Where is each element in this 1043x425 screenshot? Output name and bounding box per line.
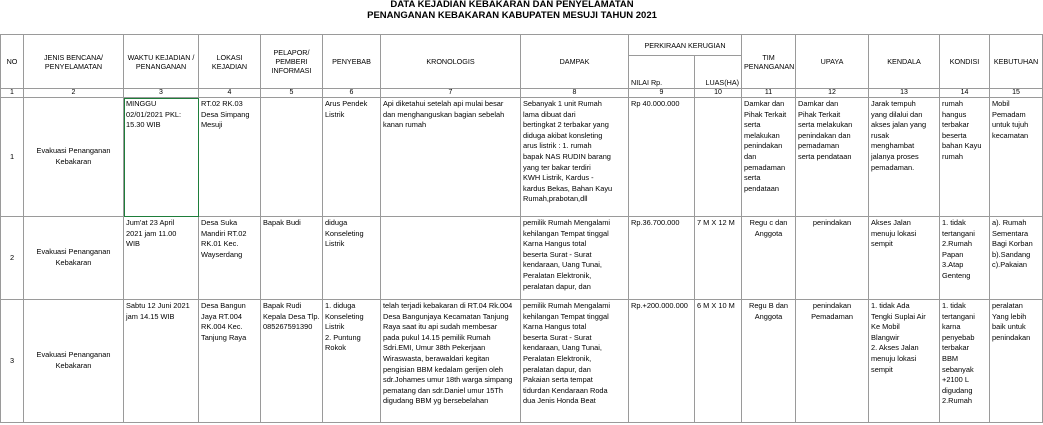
col-number: 11 xyxy=(742,89,796,98)
table-row xyxy=(1,217,1043,300)
col-number: 2 xyxy=(24,89,124,98)
cell-waktu-selected[interactable]: MINGGU 02/01/2021 PKL: 15.30 WIB xyxy=(124,98,199,217)
cell-kondisi[interactable]: 1. tidak tertangani karna penyebab terbakar BBM sebanyak +2100 L digudang 2.Rumah xyxy=(940,300,990,423)
cell-kondisi[interactable]: 1. tidak tertangani 2.Rumah Papan 3.Atap Genteng xyxy=(940,217,990,300)
cell-no[interactable]: 3 xyxy=(1,300,24,423)
header-luas: LUAS(HA) xyxy=(695,56,742,89)
table-row xyxy=(1,98,1043,217)
col-number: 8 xyxy=(521,89,629,98)
cell-nilai[interactable]: Rp.36.700.000 xyxy=(629,217,695,300)
header-lokasi: LOKASI KEJADIAN xyxy=(199,35,261,89)
cell-dampak[interactable]: pemilik Rumah Mengalami kehilangan Tempat tinggal Karna Hangus total beserta Surat - Surat kendaraan, Uang Tunai, Peralatan Elektronik, peralatan dapur, dan xyxy=(521,217,629,300)
cell-jenis[interactable]: Evakuasi Penanganan Kebakaran xyxy=(24,217,124,300)
header-kendala: KENDALA xyxy=(869,35,940,89)
col-number: 14 xyxy=(940,89,990,98)
cell-waktu[interactable]: Jum'at 23 April 2021 jam 11.00 WIB xyxy=(124,217,199,300)
header-dampak: DAMPAK xyxy=(521,35,629,89)
cell-tim[interactable]: Regu c dan Anggota xyxy=(742,217,796,300)
cell-waktu[interactable]: Sabtu 12 Juni 2021 jam 14.15 WIB xyxy=(124,300,199,423)
cell-penyebab[interactable]: Arus Pendek Listrik xyxy=(323,98,381,217)
cell-tim[interactable]: Regu B dan Anggota xyxy=(742,300,796,423)
cell-kebutuhan[interactable]: a). Rumah Sementara Bagi Korban b).Sandang c).Pakaian xyxy=(990,217,1043,300)
cell-pelapor[interactable] xyxy=(261,98,323,217)
col-number: 7 xyxy=(381,89,521,98)
col-number: 3 xyxy=(124,89,199,98)
col-number: 10 xyxy=(695,89,742,98)
cell-kronologis[interactable]: telah terjadi kebakaran di RT.04 Rk.004 Desa Bangunjaya Kecamatan Tanjung Raya saat itu api sudah membesar pada pukul 14.15 pemilik Rumah Sdri.EMI, Umur 38th Pekerjaan Wiraswasta, berawaldari kegitan pengisian BBM kedalam gerijen oleh sdr.Johames umur 18th warga simpang pematang dan sdr.Daniel umur 15Th digudang BBM yg bersebelahan xyxy=(381,300,521,423)
cell-luas[interactable]: 6 M X 10 M xyxy=(695,300,742,423)
cell-lokasi[interactable]: RT.02 RK.03 Desa Simpang Mesuji xyxy=(199,98,261,217)
cell-upaya[interactable]: penindakan xyxy=(796,217,869,300)
header-pelapor: PELAPOR/ PEMBERI INFORMASI xyxy=(261,35,323,89)
header-kebutuhan: KEBUTUHAN xyxy=(990,35,1043,89)
cell-lokasi[interactable]: Desa Suka Mandiri RT.02 RK.01 Kec. Wayserdang xyxy=(199,217,261,300)
cell-kendala[interactable]: Jarak tempuh yang dilalui dan akses jalan yang rusak menghambat jalanya proses pemadaman. xyxy=(869,98,940,217)
cell-kronologis[interactable]: Api diketahui setelah api mulai besar dan menghanguskan bagian sebelah kanan rumah xyxy=(381,98,521,217)
cell-penyebab[interactable]: diduga Konseleting Listrik xyxy=(323,217,381,300)
cell-luas[interactable] xyxy=(695,98,742,217)
cell-nilai[interactable]: Rp.+200.000.000 xyxy=(629,300,695,423)
report-title-line1: DATA KEJADIAN KEBAKARAN DAN PENYELAMATAN xyxy=(390,0,634,10)
cell-dampak[interactable]: pemilik Rumah Mengalami kehilangan Tempat tinggal Karna Hangus total beserta Surat - Surat kendaraan, Uang Tunai, Peralatan Elektronik, peralatan dapur, dan Pakaian serta tempat tidurdan Kendaraan Roda dua Jenis Honda Beat xyxy=(521,300,629,423)
cell-jenis[interactable]: Evakuasi Penanganan Kebakaran xyxy=(24,300,124,423)
cell-kebutuhan[interactable]: Mobil Pemadam untuk tujuh kecamatan xyxy=(990,98,1043,217)
cell-upaya[interactable]: penindakan Pemadaman xyxy=(796,300,869,423)
col-number: 9 xyxy=(629,89,695,98)
col-number: 1 xyxy=(1,89,24,98)
header-perkiraan-kerugian: PERKIRAAN KERUGIAN xyxy=(629,35,742,56)
cell-no[interactable]: 2 xyxy=(1,217,24,300)
cell-pelapor[interactable]: Bapak Rudi Kepala Desa Tlp. 085267591390 xyxy=(261,300,323,423)
cell-kendala[interactable]: Akses Jalan menuju lokasi sempit xyxy=(869,217,940,300)
cell-luas[interactable]: 7 M X 12 M xyxy=(695,217,742,300)
fire-incident-table xyxy=(0,34,1043,423)
header-waktu: WAKTU KEJADIAN / PENANGANAN xyxy=(124,35,199,89)
report-title-line2: PENANGANAN KEBAKARAN KABUPATEN MESUJI TAHUN 2021 xyxy=(367,10,657,21)
header-penyebab: PENYEBAB xyxy=(323,35,381,89)
cell-nilai[interactable]: Rp 40.000.000 xyxy=(629,98,695,217)
header-nilai: NILAI Rp. xyxy=(629,56,695,89)
cell-jenis[interactable]: Evakuasi Penanganan Kebakaran xyxy=(24,98,124,217)
cell-pelapor[interactable]: Bapak Budi xyxy=(261,217,323,300)
header-tim: TIM PENANGANAN xyxy=(742,35,796,89)
cell-kendala[interactable]: 1. tidak Ada Tengki Suplai Air Ke Mobil Blangwir 2. Akses Jalan menuju lokasi sempit xyxy=(869,300,940,423)
cell-penyebab[interactable]: 1. diduga Konseleting Listrik 2. Puntung Rokok xyxy=(323,300,381,423)
cell-lokasi[interactable]: Desa Bangun Jaya RT.004 RK.004 Kec. Tanjung Raya xyxy=(199,300,261,423)
cell-kebutuhan[interactable]: peralatan Yang lebih baik untuk penindakan xyxy=(990,300,1043,423)
col-number: 4 xyxy=(199,89,261,98)
header-kondisi: KONDISI xyxy=(940,35,990,89)
col-number: 12 xyxy=(796,89,869,98)
col-number: 13 xyxy=(869,89,940,98)
cell-no[interactable]: 1 xyxy=(1,98,24,217)
cell-tim[interactable]: Damkar dan Pihak Terkait serta melakukan penindakan dan pemadaman serta pendataan xyxy=(742,98,796,217)
col-number: 15 xyxy=(990,89,1043,98)
header-kronologis: KRONOLOGIS xyxy=(381,35,521,89)
header-upaya: UPAYA xyxy=(796,35,869,89)
table-row xyxy=(1,300,1043,423)
cell-dampak[interactable]: Sebanyak 1 unit Rumah lama dibuat dari bertingkat 2 terbakar yang diduga akibat konsleting arus listrik : 1. rumah bapak NAS RUDIN barang yang ter bakar terdiri KWH Listrik, Kardus - kardus Bekas, Bahan Kayu Rumah,prabotan,dll xyxy=(521,98,629,217)
cell-upaya[interactable]: Damkar dan Pihak Terkait serta melakukan penindakan dan pemadaman serta pendataan xyxy=(796,98,869,217)
col-number: 5 xyxy=(261,89,323,98)
header-jenis: JENIS BENCANA/ PENYELAMATAN xyxy=(24,35,124,89)
cell-kondisi[interactable]: rumah hangus terbakar beserta bahan Kayu rumah xyxy=(940,98,990,217)
cell-kronologis[interactable] xyxy=(381,217,521,300)
column-number-row xyxy=(1,89,1043,98)
col-number: 6 xyxy=(323,89,381,98)
header-no: NO xyxy=(1,35,24,89)
